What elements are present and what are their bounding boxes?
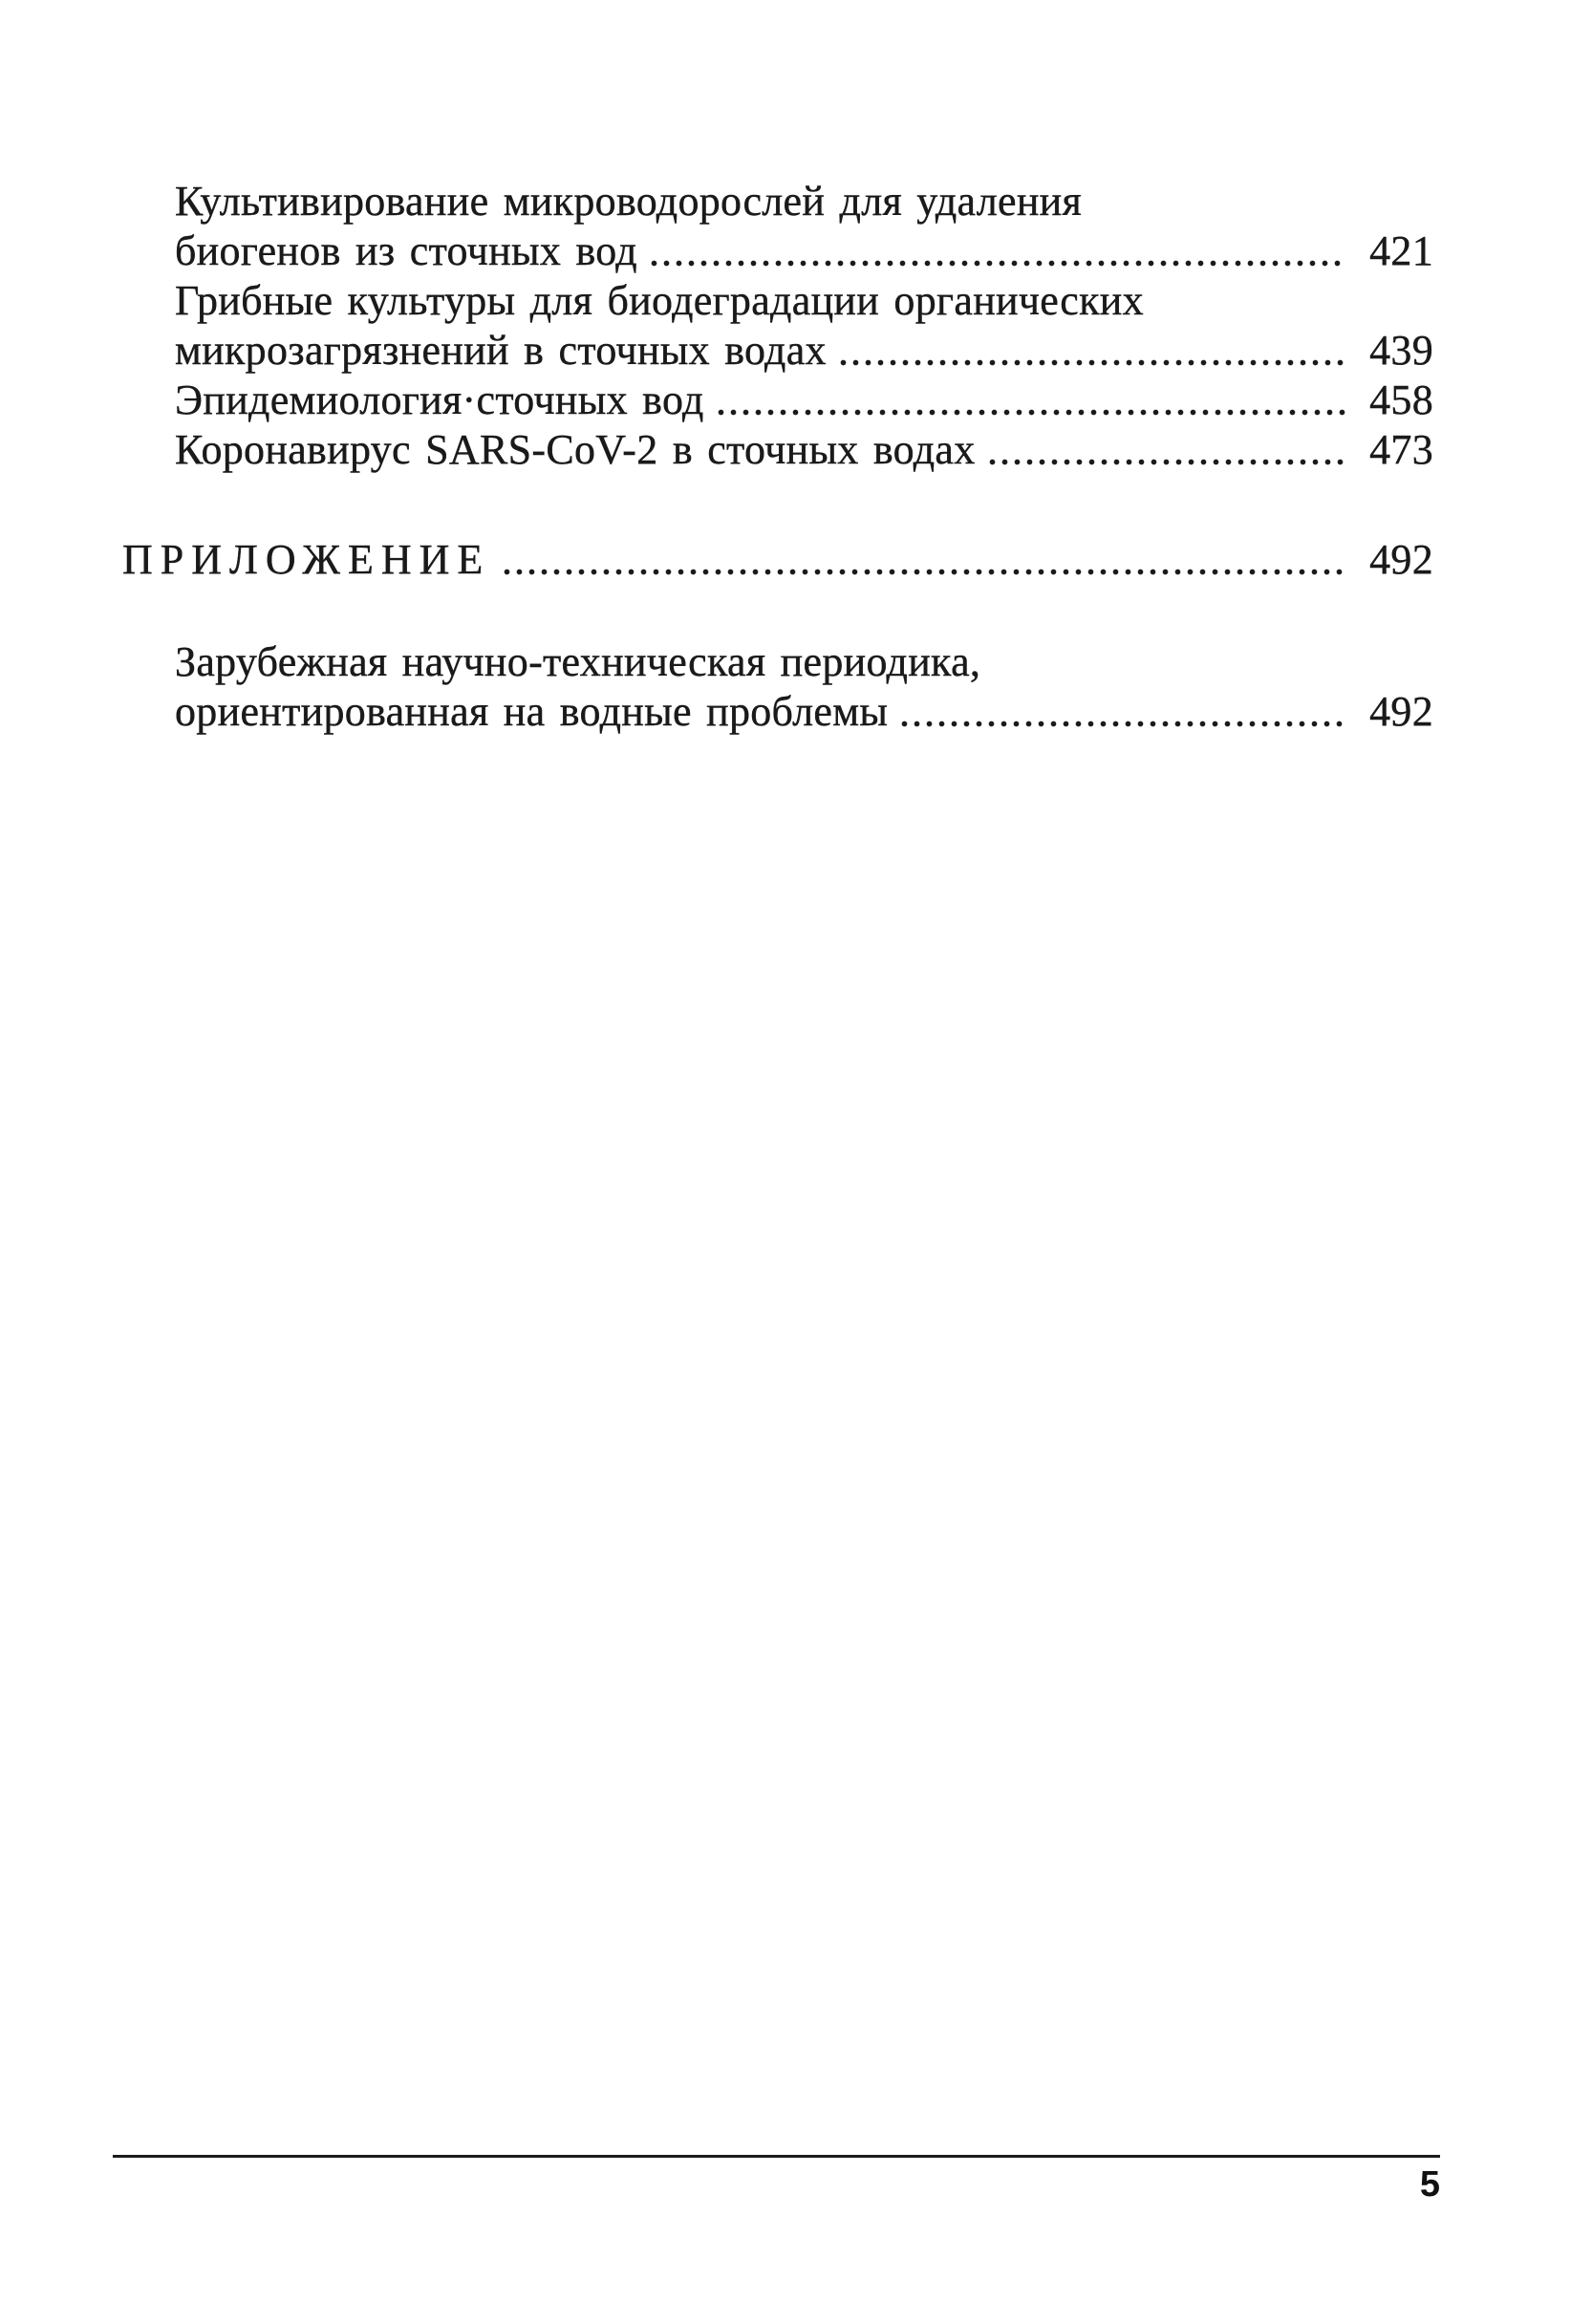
toc-entry-text: Эпидемиология·сточных вод [175,377,704,423]
toc-page-number: 492 [1369,688,1433,735]
toc-entry-text: Зарубежная научно-техническая периодика, [175,638,981,685]
footer-rule [113,2155,1440,2158]
toc-entry-text: Грибные культуры для биодеградации органических [175,277,1144,324]
toc-entry-text: микрозагрязнений в сточных водах [175,327,827,374]
toc-entry-text: ориентированная на водные проблемы [175,688,889,735]
toc-entry-line [175,226,1433,276]
toc-page-number: 492 [1369,536,1433,583]
toc-entry [122,177,1433,276]
toc-entry-text: биогенов из сточных вод [175,227,637,274]
toc-entry [122,376,1433,425]
toc-page-number: 458 [1369,377,1433,423]
dot-leader [901,721,1345,727]
toc-entry-line [175,376,1433,425]
dot-leader [989,459,1346,465]
toc-entry-text: Коронавирус SARS-CoV-2 в сточных водах [175,426,976,473]
toc-entry-line [175,276,1433,326]
toc-entry-line [175,326,1433,376]
footer-page-number: 5 [1419,2164,1440,2205]
toc-entry-line [175,177,1433,226]
toc-entry-text: Культивирование микроводорослей для удаления [175,178,1083,225]
table-of-contents [122,177,1433,737]
toc-entry [122,425,1433,475]
dot-leader [840,359,1345,366]
toc-entry-line [175,687,1433,737]
toc-page-number: 421 [1369,227,1433,274]
dot-leader [718,409,1345,416]
dot-leader [504,569,1345,575]
toc-page-number: 439 [1369,327,1433,374]
toc-entry [122,637,1433,737]
toc-entry-line [122,535,1433,585]
toc-entry-text: ПРИЛОЖЕНИЕ [122,536,491,583]
toc-page-number: 473 [1369,426,1433,473]
toc-entry [122,276,1433,376]
toc-entry-appendix [122,535,1433,585]
dot-leader [651,260,1345,267]
toc-entry-line [175,637,1433,687]
toc-entry-line [175,425,1433,475]
